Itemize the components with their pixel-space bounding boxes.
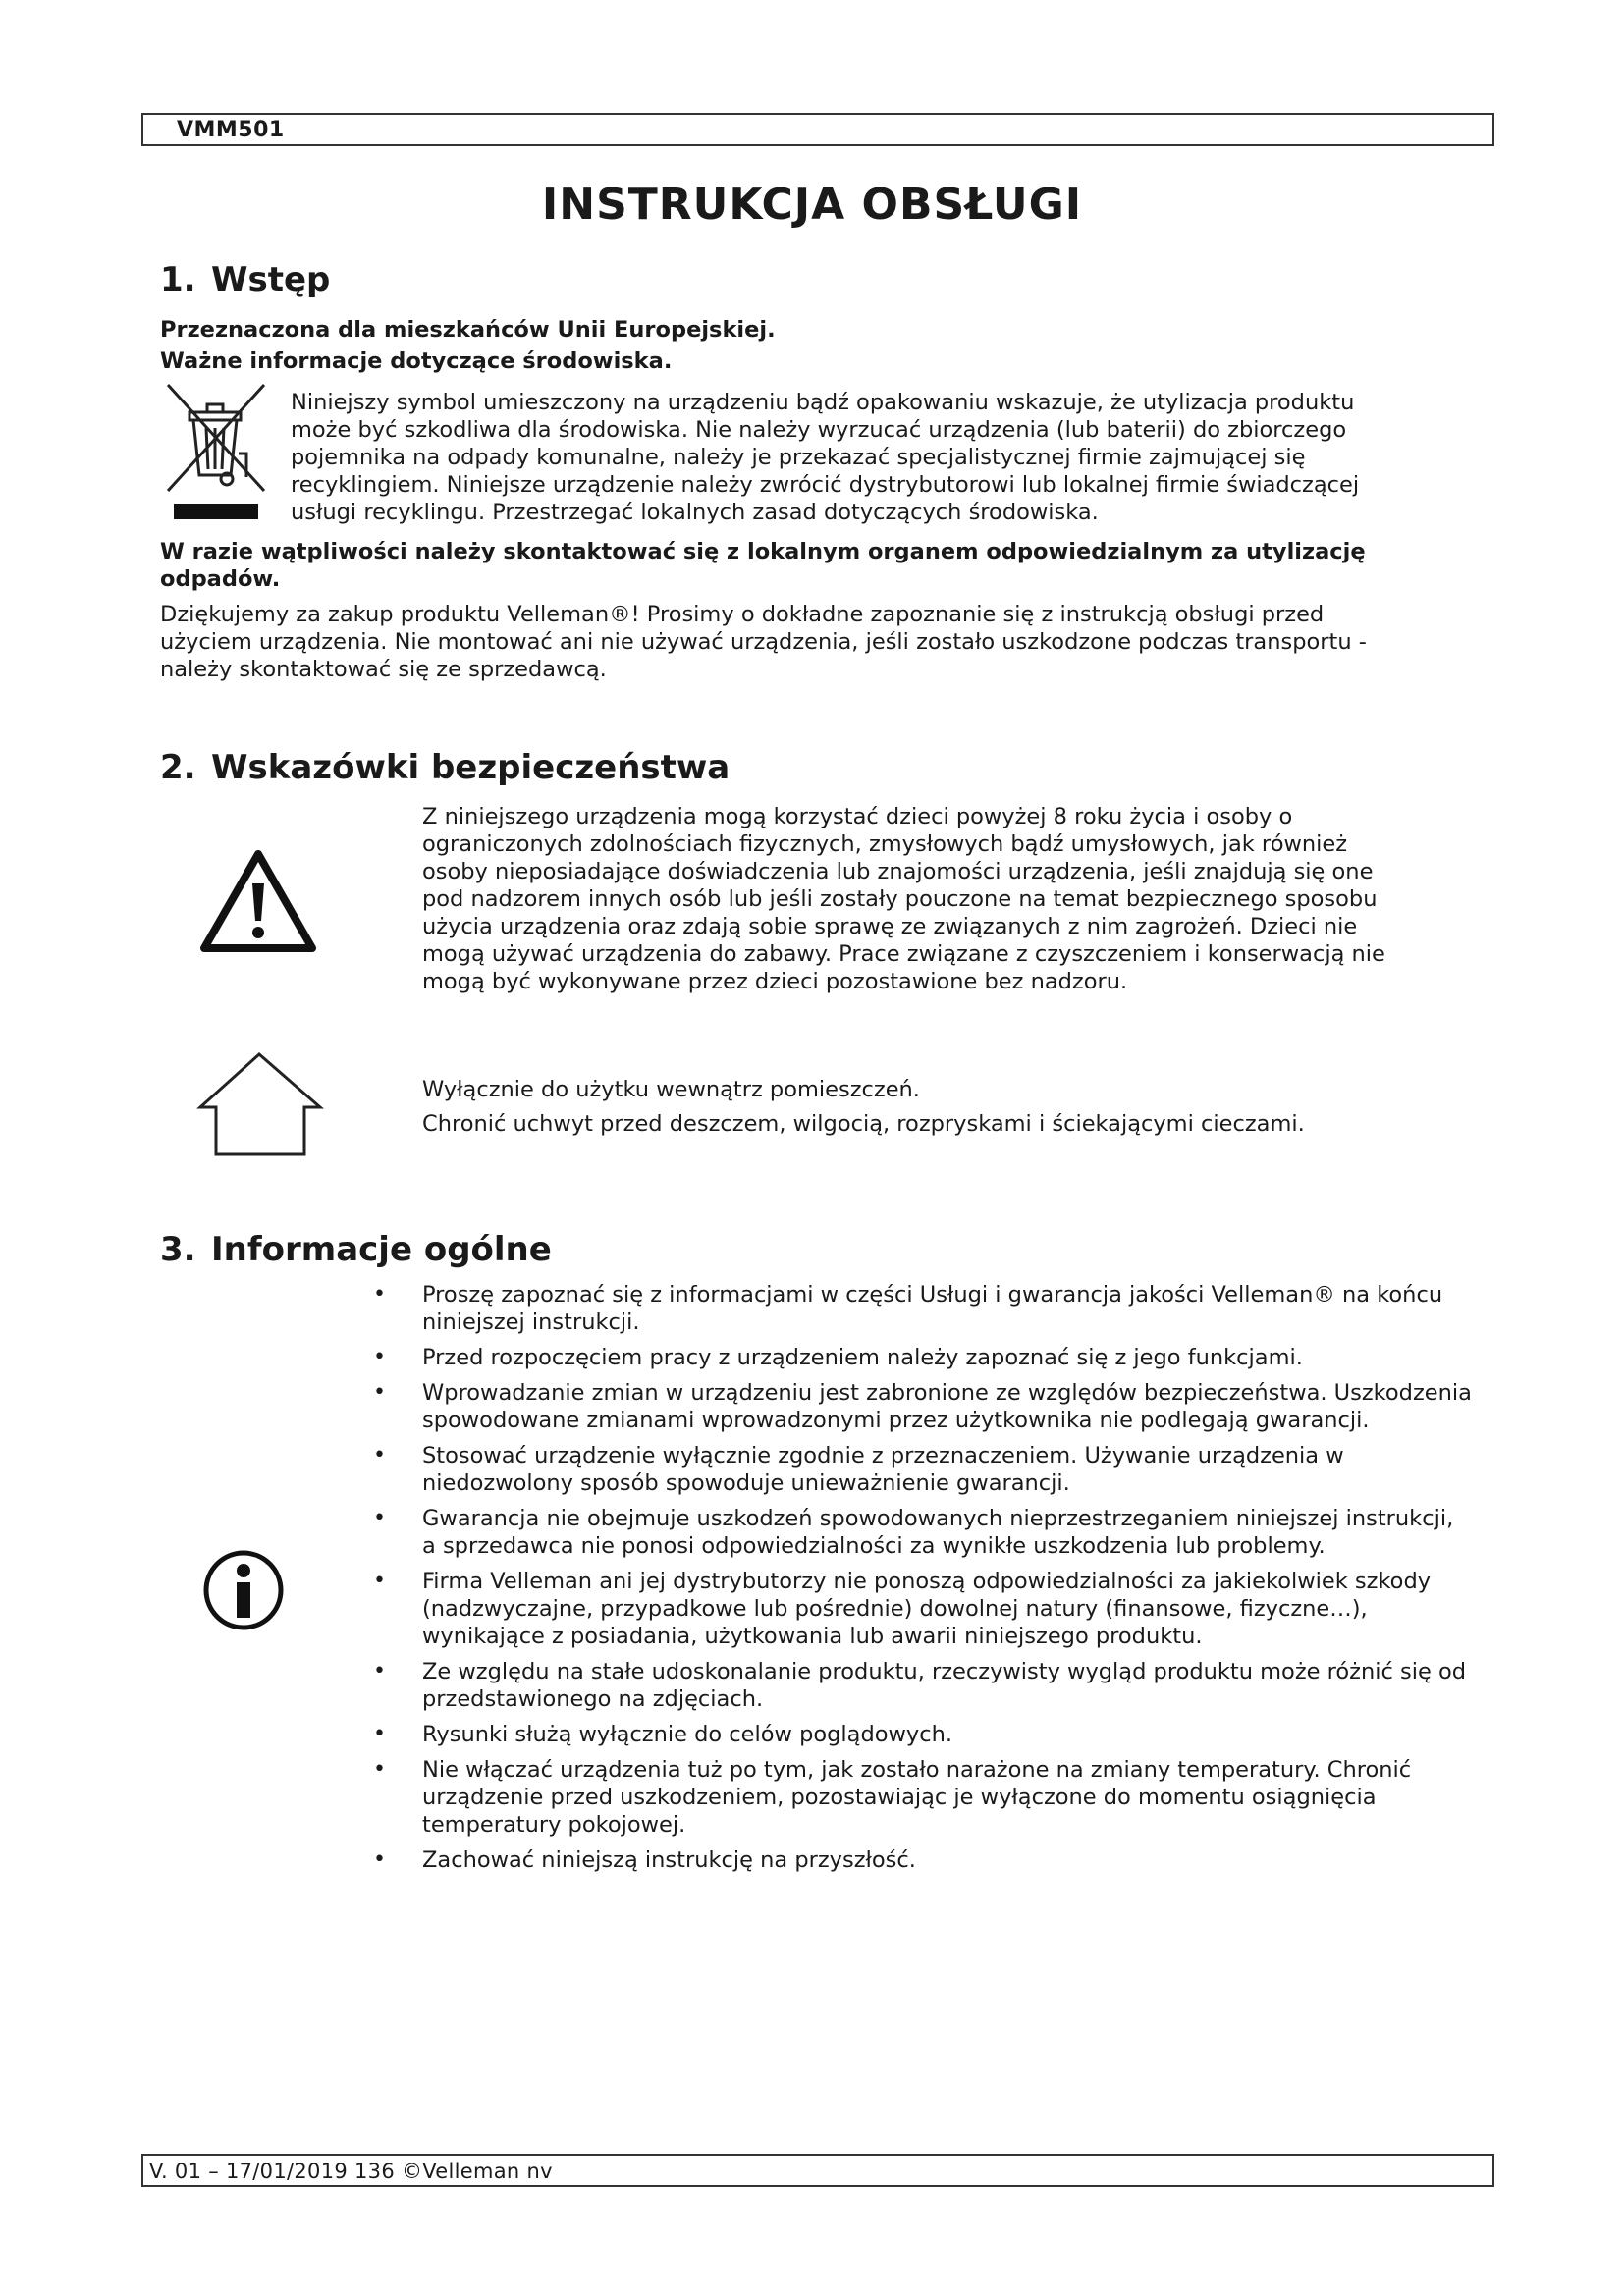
thanks-line: użyciem urządzenia. Nie montować ani nie używać urządzenia, jeśli zostało uszkodzone podczas transportu - — [160, 629, 1367, 655]
general-info-list — [373, 1281, 1473, 1882]
section-1-number: 1. — [160, 260, 196, 299]
weee-line: usługi recyklingu. Przestrzegać lokalnych zasad dotyczących środowiska. — [291, 500, 1099, 525]
list-item: • Przed rozpoczęciem pracy z urządzeniem należy zapoznać się z jego funkcjami. — [373, 1344, 1473, 1371]
list-item: • Nie włączać urządzenia tuż po tym, jak zostało narażone na zmiany temperatury. Chronić urządzenie przed uszkodzeniem, pozostawiając je wyłączone do momentu osiągnięcia temperatury pokojowej. — [373, 1756, 1473, 1839]
house-icon — [196, 1048, 324, 1158]
list-item: • Zachować niniejszą instrukcję na przyszłość. — [373, 1846, 1473, 1874]
thanks-line: Dziękujemy za zakup produktu Velleman®! Prosimy o dokładne zapoznanie się z instrukcją obsługi przed — [160, 602, 1325, 627]
children-line: mogą być wykonywane przez dzieci pozostawione bez nadzoru. — [422, 969, 1128, 994]
page-header — [141, 113, 1494, 146]
list-item: • Firma Velleman ani jej dystrybutorzy nie ponoszą odpowiedzialności za jakiekolwiek szkody (nadzwyczajne, przypadkowe lub pośrednie) dowolnej natury (finansowe, fizyczne…), wynikające z posiadania, użytkowania lub awarii niniejszego produktu. — [373, 1568, 1473, 1650]
section-2-title: Wskazówki bezpieczeństwa — [211, 748, 731, 787]
weee-line: pojemnika na odpady komunalne, należy je przekazać specjalistycznej firmie zajmującej się — [291, 445, 1306, 470]
children-line: mogą używać urządzenia do zabawy. Prace związane z czyszczeniem i konserwacją nie — [422, 941, 1385, 967]
thanks-line: należy skontaktować się ze sprzedawcą. — [160, 657, 607, 682]
info-icon — [202, 1549, 285, 1631]
weee-text — [291, 389, 1479, 526]
children-line: ograniczonych zdolnościach fizycznych, zmysłowych bądź umysłowych, jak również — [422, 831, 1348, 857]
page-footer — [141, 2154, 1494, 2187]
section-3-title: Informacje ogólne — [211, 1230, 552, 1269]
weee-line: Niniejszy symbol umieszczony na urządzeniu bądź opakowaniu wskazuje, że utylizacja produktu — [291, 390, 1355, 415]
children-text — [422, 803, 1483, 995]
list-item: • Gwarancja nie obejmuje uszkodzeń spowodowanych nieprzestrzeganiem niniejszej instrukcji, a sprzedawca nie ponosi odpowiedzialności za wynikłe uszkodzenia lub problemy. — [373, 1505, 1473, 1560]
children-line: pod nadzorem innych osób lub jeśli zostały pouczone na temat bezpiecznego sposobu — [422, 886, 1378, 912]
section-3-heading — [160, 1230, 552, 1269]
list-item: • Proszę zapoznać się z informacjami w części Usługi i gwarancja jakości Velleman® na końcu niniejszej instrukcji. — [373, 1281, 1473, 1336]
section-1-title: Wstęp — [211, 260, 331, 299]
doubt-notice: W razie wątpliwości należy skontaktować się z lokalnym organem odpowiedzialnym za utylizację odpadów. — [160, 539, 1366, 592]
list-item: • Wprowadzanie zmian w urządzeniu jest zabronione ze względów bezpieczeństwa. Uszkodzenia spowodowane zmianami wprowadzonymi przez użytkownika nie podlegają gwarancji. — [373, 1379, 1473, 1434]
eu-line: Przeznaczona dla mieszkańców Unii Europejskiej. — [160, 317, 776, 343]
env-title: Ważne informacje dotyczące środowiska. — [160, 348, 673, 374]
document-title: INSTRUKCJA OBSŁUGI — [541, 180, 1083, 230]
thanks-text — [160, 601, 1495, 683]
children-line: użycia urządzenia oraz zdają sobie sprawę ze związanych z nim zagrożeń. Dzieci nie — [422, 914, 1358, 939]
list-item: • Rysunki służą wyłącznie do celów poglądowych. — [373, 1721, 1473, 1748]
footer-text: V. 01 – 17/01/2019 136 ©Velleman nv — [149, 2160, 553, 2183]
section-2-number: 2. — [160, 748, 196, 787]
weee-line: może być szkodliwa dla środowiska. Nie należy wyrzucać urządzenia (lub baterii) do zbiorczego — [291, 417, 1347, 443]
section-3-number: 3. — [160, 1230, 196, 1269]
section-1-heading — [160, 260, 330, 299]
indoor-use: Wyłącznie do użytku wewnątrz pomieszczeń. — [422, 1077, 920, 1102]
model-label: VMM501 — [177, 118, 285, 142]
list-item: • Stosować urządzenie wyłącznie zgodnie z przeznaczeniem. Używanie urządzenia w niedozwolony sposób spowoduje unieważnienie gwarancji. — [373, 1442, 1473, 1497]
rain-protection: Chronić uchwyt przed deszczem, wilgocią, rozpryskami i ściekającymi cieczami. — [422, 1111, 1305, 1137]
weee-bin-icon — [162, 381, 270, 526]
list-item: • Ze względu na stałe udoskonalanie produktu, rzeczywisty wygląd produktu może różnić się od przedstawionego na zdjęciach. — [373, 1658, 1473, 1713]
section-2-heading — [160, 748, 730, 787]
warning-triangle-icon — [200, 850, 316, 952]
children-line: osoby nieposiadające doświadczenia lub znajomości urządzenia, jeśli znajdują się one — [422, 859, 1374, 884]
children-line: Z niniejszego urządzenia mogą korzystać dzieci powyżej 8 roku życia i osoby o — [422, 804, 1293, 829]
weee-line: recyklingiem. Niniejsze urządzenie należy zwrócić dystrybutorowi lub lokalnej firmie świadczącej — [291, 472, 1360, 498]
